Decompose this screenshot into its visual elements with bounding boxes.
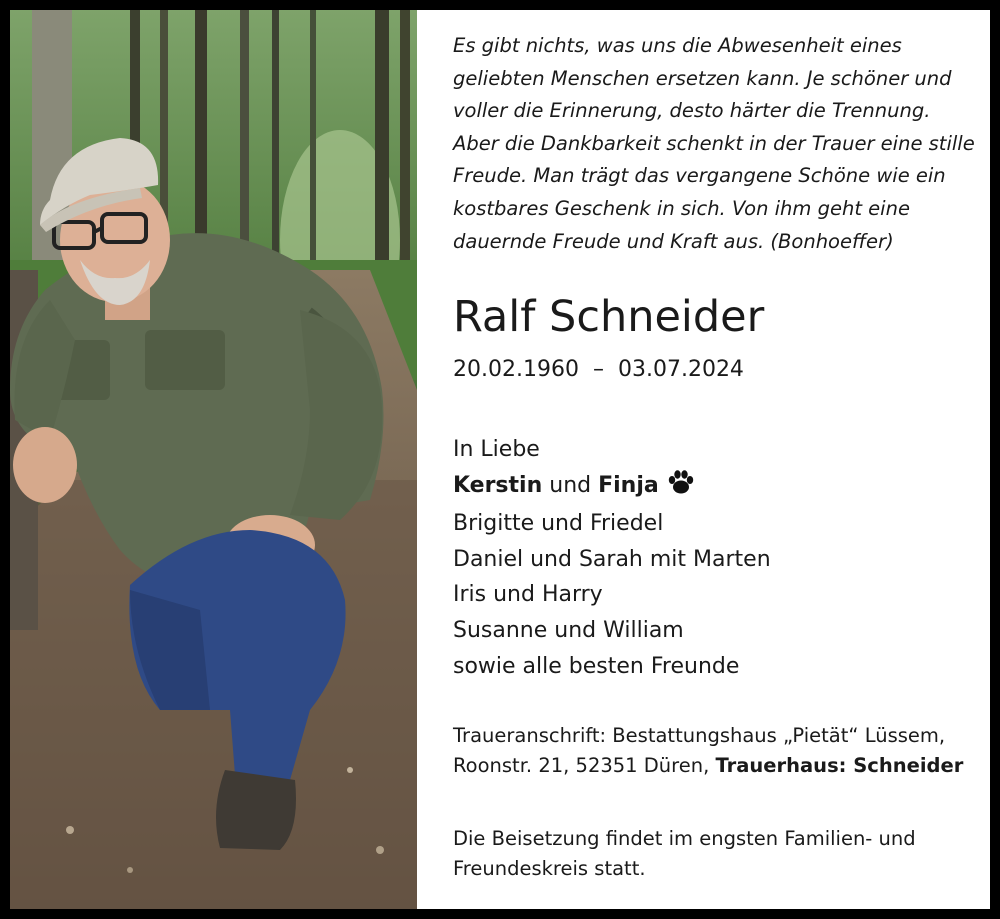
quote-line: dauernde Freude und Kraft aus. (Bonhoeffer) (453, 229, 894, 253)
burial-line-1: Die Beisetzung findet im engsten Familien- und (453, 827, 916, 850)
mourner-line: Brigitte und Friedel (453, 511, 664, 537)
mourner-name: Finja (598, 472, 659, 498)
burial-line-2: Freundeskreis statt. (453, 857, 646, 880)
mourner-line: sowie alle besten Freunde (453, 653, 740, 679)
quote-line: Aber die Dankbarkeit schenkt in der Trauer eine stille (453, 131, 975, 155)
life-dates (453, 355, 744, 385)
birth-date: 20.02.1960 (453, 357, 579, 382)
quote-line: Freude. Man trägt das vergangene Schöne wie ein (453, 164, 946, 188)
burial-notice (453, 824, 916, 884)
mourner-line: Daniel und Sarah mit Marten (453, 546, 771, 572)
quote-line: geliebten Menschen ersetzen kann. Je schöner und (453, 66, 952, 90)
mourners-list (453, 432, 771, 684)
mourners-intro: In Liebe (453, 437, 540, 462)
mourning-address (453, 721, 963, 781)
joiner: und (549, 472, 592, 498)
quote-block (453, 30, 973, 258)
address-line-2 (453, 751, 963, 781)
quote-line: Es gibt nichts, was uns die Abwesenheit eines (453, 34, 902, 57)
quote-line: voller die Erinnerung, desto härter die Trennung. (453, 99, 931, 123)
obituary-card (10, 10, 990, 909)
trauerhaus-label: Trauerhaus: Schneider (715, 754, 964, 777)
deceased-name: Ralf Schneider (453, 292, 765, 342)
mourners-first-line (453, 468, 771, 507)
quote-line: kostbares Geschenk in sich. Von ihm geht eine (453, 196, 910, 220)
address-street: Roonstr. 21, 52351 Düren, (453, 754, 710, 777)
address-line-1: Traueranschrift: Bestattungshaus „Pietät“ Lüssem, (453, 724, 946, 747)
date-dash: – (592, 357, 604, 382)
mourner-name: Kerstin (453, 472, 543, 498)
death-date: 03.07.2024 (617, 357, 744, 382)
portrait-photo (10, 10, 417, 909)
mourner-line: Iris und Harry (453, 582, 603, 608)
paw-icon (667, 469, 695, 507)
mourner-line: Susanne und William (453, 617, 684, 643)
